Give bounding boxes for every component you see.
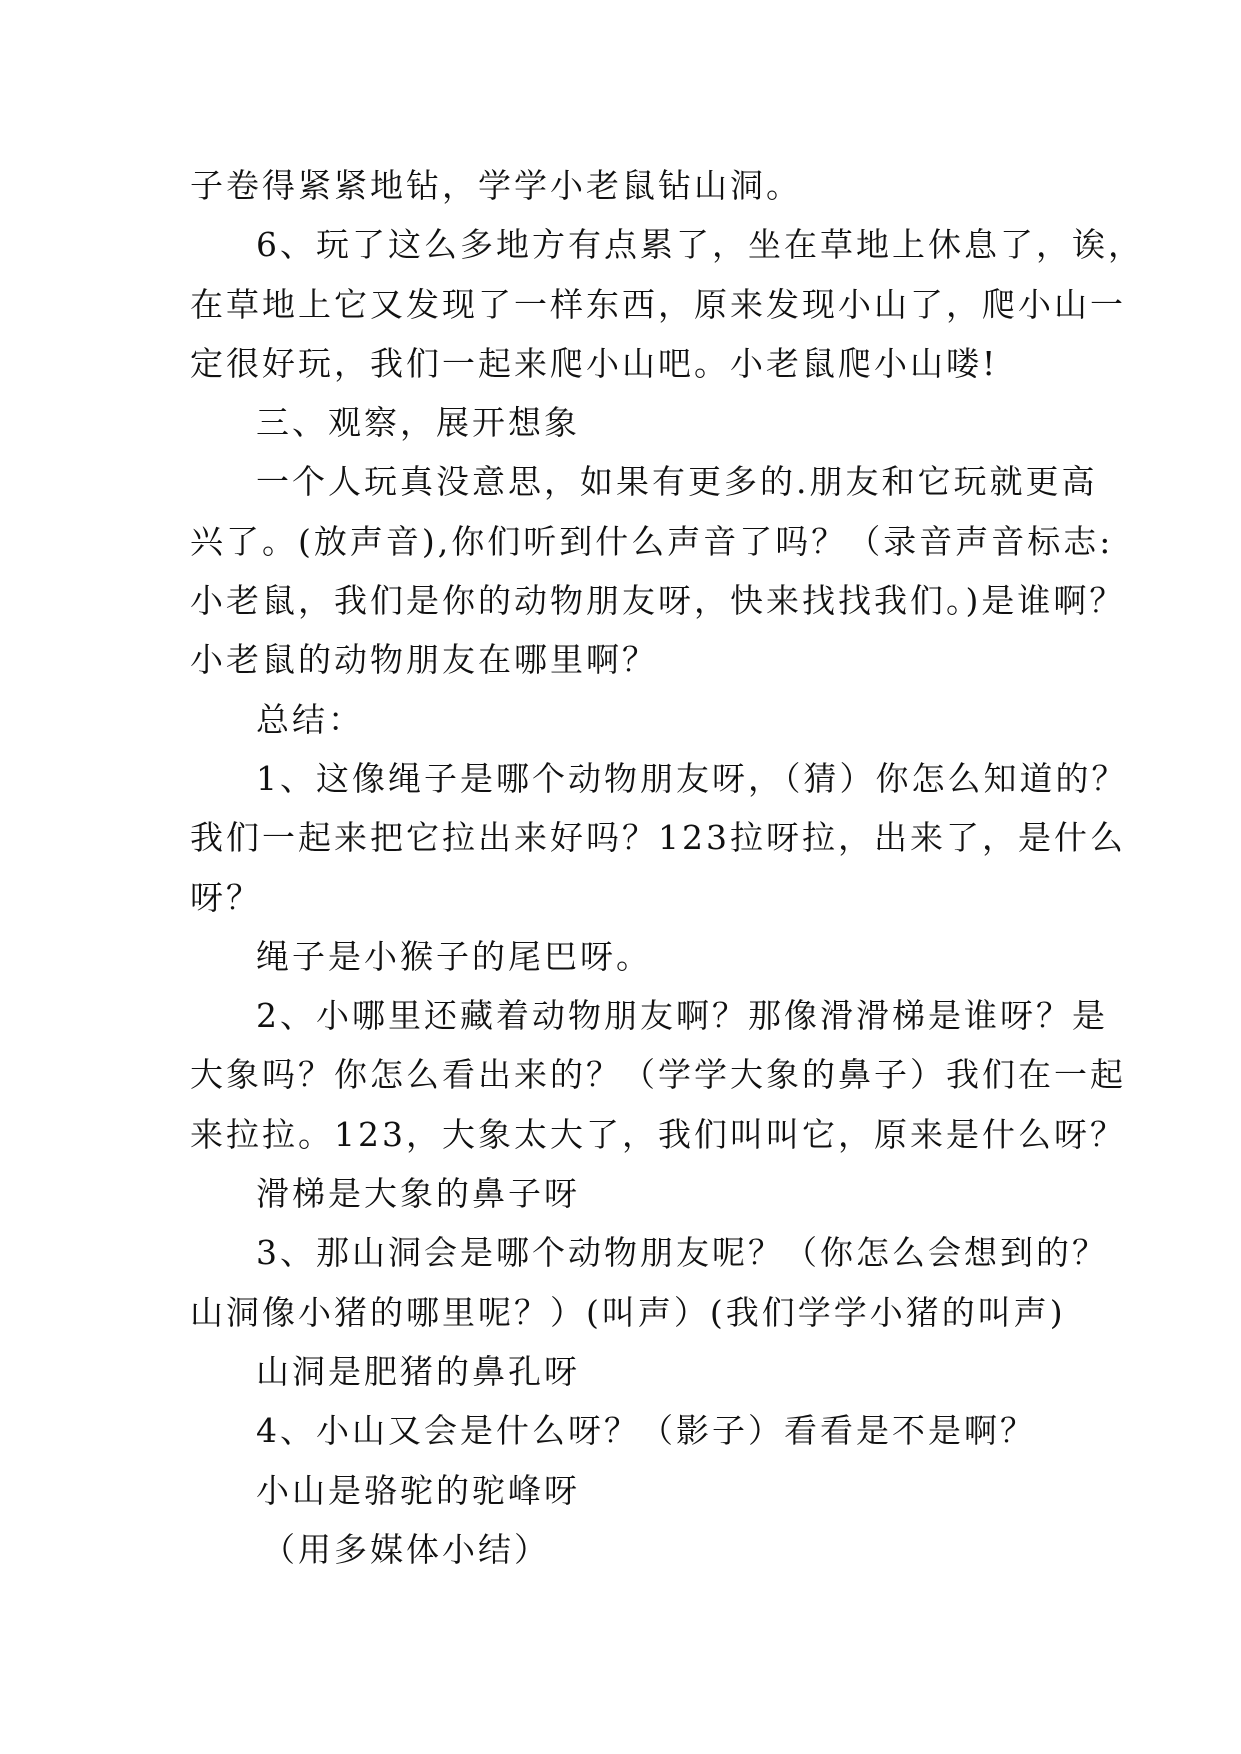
paragraph-line: 绳子是小猴子的尾巴呀。	[256, 936, 652, 976]
section-heading: 三、观察，展开想象	[256, 403, 580, 443]
paragraph-line: 山洞是肥猪的鼻孔呀	[256, 1351, 580, 1391]
paragraph-line: 定很好玩，我们一起来爬小山吧。小老鼠爬小山喽!	[190, 343, 999, 383]
paragraph-line: 4、小山又会是什么呀？（影子）看看是不是啊？	[256, 1411, 1036, 1451]
paragraph-line: 小山是骆驼的驼峰呀	[256, 1470, 580, 1510]
paragraph-line: （用多媒体小结）	[262, 1529, 550, 1569]
paragraph-line: 1、这像绳子是哪个动物朋友呀，（猜）你怎么知道的？	[256, 758, 1128, 798]
paragraph-line: 一个人玩真没意思，如果有更多的.朋友和它玩就更高	[256, 462, 1098, 502]
paragraph-line: 6、玩了这么多地方有点累了，坐在草地上休息了，诶，	[256, 225, 1144, 265]
paragraph-line: 大象吗？你怎么看出来的？（学学大象的鼻子）我们在一起	[190, 1055, 1126, 1095]
paragraph-line: 呀？	[190, 877, 262, 917]
document-body	[190, 156, 1144, 1579]
summary-heading: 总结：	[256, 699, 364, 739]
paragraph-line: 3、那山洞会是哪个动物朋友呢？（你怎么会想到的？	[256, 1233, 1108, 1273]
paragraph-line: 小老鼠的动物朋友在哪里啊？	[190, 640, 658, 680]
paragraph-line: 小老鼠，我们是你的动物朋友呀，快来找找我们。)是谁啊？	[190, 581, 1126, 621]
paragraph-line: 山洞像小猪的哪里呢？）(叫声）(我们学学小猪的叫声)	[190, 1292, 1066, 1332]
paragraph-line: 来拉拉。123，大象太大了，我们叫叫它，原来是什么呀？	[190, 1114, 1126, 1154]
paragraph-line: 滑梯是大象的鼻子呀	[256, 1174, 580, 1214]
paragraph-line: 在草地上它又发现了一样东西，原来发现小山了，爬小山一	[190, 284, 1126, 324]
paragraph-line: 兴了。(放声音),你们听到什么声音了吗？（录音声音标志:	[190, 521, 1114, 561]
paragraph-line: 我们一起来把它拉出来好吗？123拉呀拉，出来了，是什么	[190, 818, 1126, 858]
paragraph-line: 2、小哪里还藏着动物朋友啊？那像滑滑梯是谁呀？是	[256, 996, 1108, 1036]
paragraph-line: 子卷得紧紧地钻，学学小老鼠钻山洞。	[190, 166, 802, 205]
